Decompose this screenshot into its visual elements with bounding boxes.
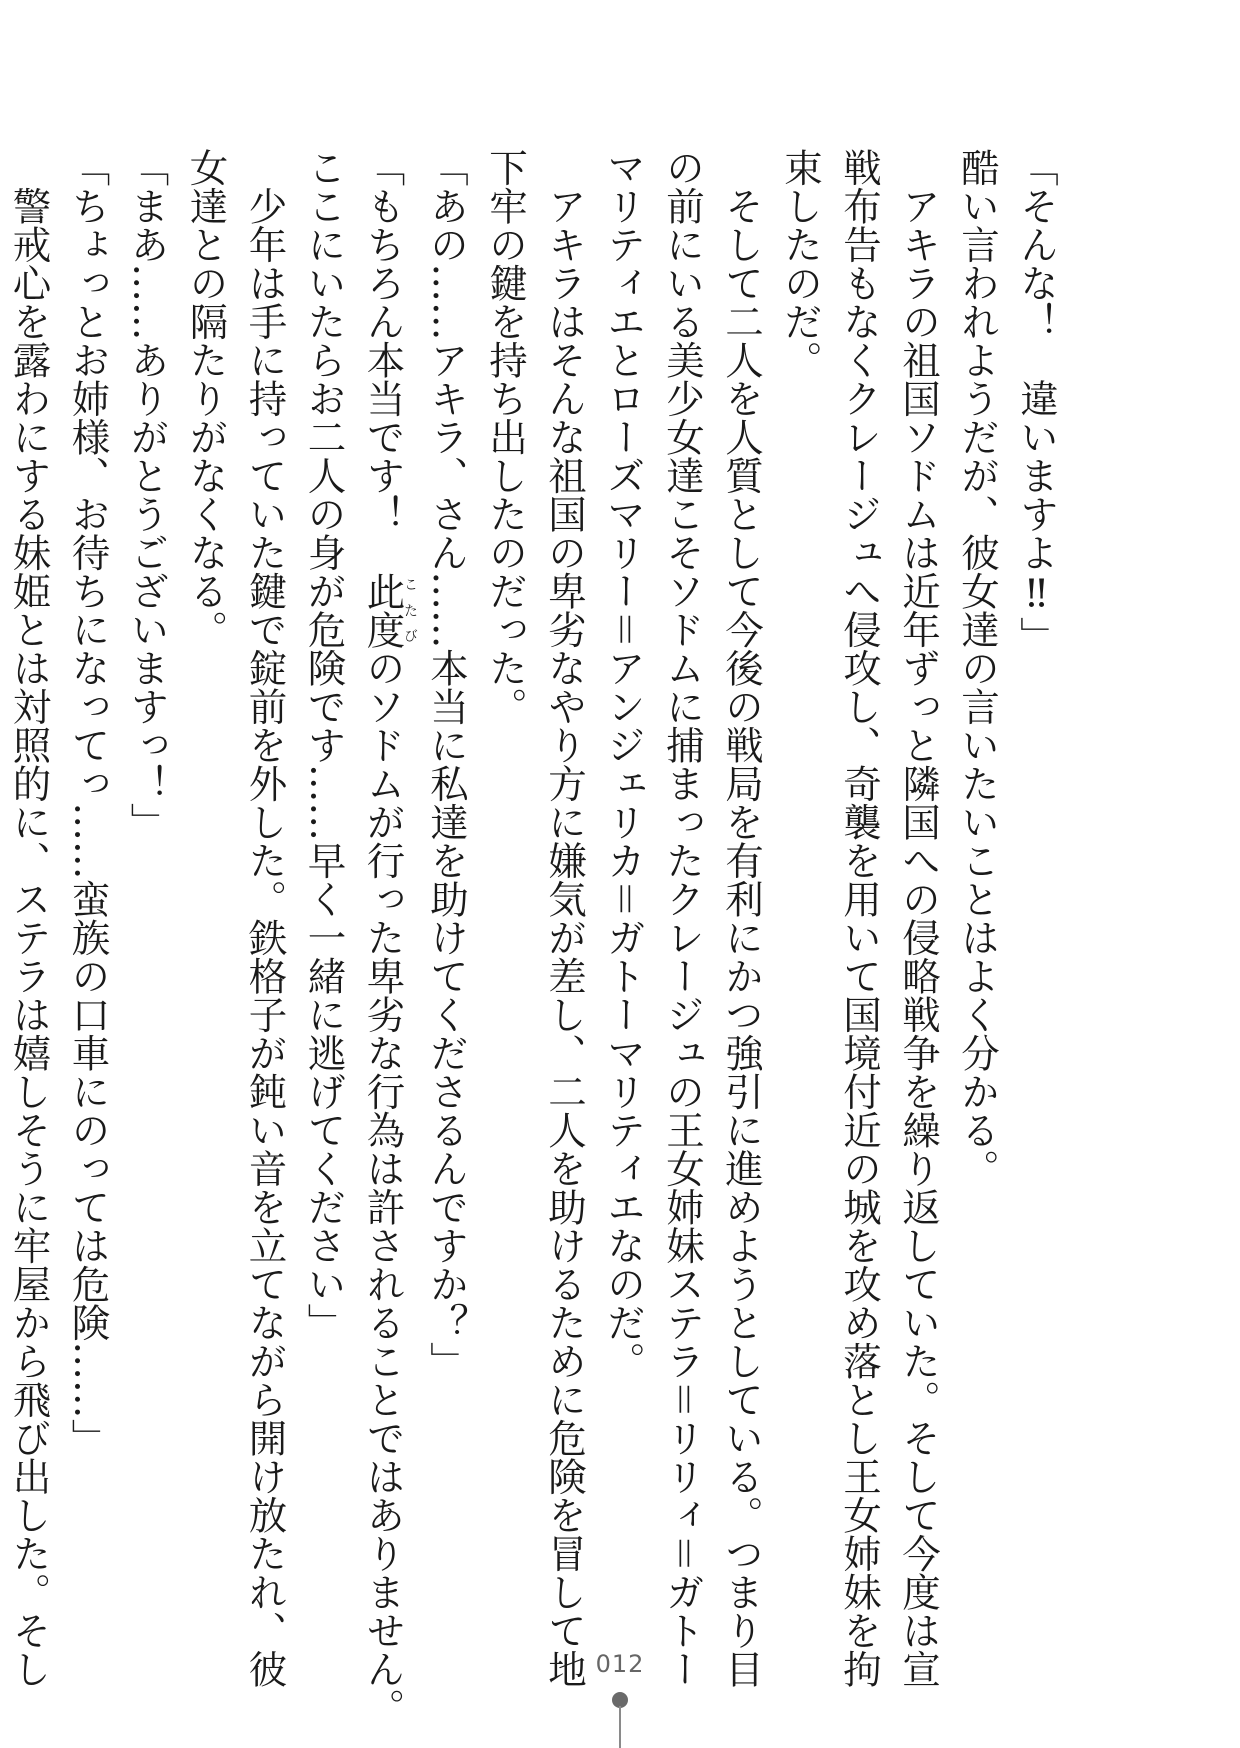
text-line-11: 「あの……アキラ、さん……本当に私達を助けてくださるんですか？」 [424,148,469,1380]
text-line-7: の前にいる美少女達こそソドムに捕まったクレージュの王女姉妹ステラ＝リリィ＝ガトー [660,148,705,1689]
text-line-17: 「ちょっとお姉様、お待ちになってっ……蛮族の口車にのっては危険……」 [65,148,111,1457]
text-line-8: マリティエとローズマリー＝アンジェリカ＝ガトーマリティエなのだ。 [601,148,646,1381]
text-line-12-end: のソドムが行った卑劣な行為は許されることではありません。 [360,648,406,1727]
page-ornament-icon [609,1692,631,1748]
text-line-12-start: 「もちろん本当です！ [360,148,406,572]
text-line-1: 「そんな！ 違いますよ‼」 [1014,148,1059,655]
text-line-15: 女達との隔たりがなくなる。 [183,148,229,649]
page-number: 012 [595,1650,645,1678]
text-line-4: 戦布告もなくクレージュへ侵攻し、奇襲を用いて国境付近の城を攻め落とし王女姉妹を拘 [837,148,882,1688]
ruby-base: 此度 [360,571,406,649]
text-line-13: ここにいたらお二人の身が危険です……早く一緒に逃げてください」 [301,148,347,1342]
text-line-12 [354,148,418,1727]
text-line-2: 酷い言われようだが、彼女達の言いたいことはよく分かる。 [955,148,1000,1188]
text-line-14: 少年は手に持っていた鍵で錠前を外した。鉄格子が鈍い音を立てながら開け放たれ、彼 [242,148,288,1688]
ornament-stem [619,1706,621,1748]
text-line-16: 「まあ……ありがとうございますっ！」 [124,148,170,841]
text-line-9: アキラはそんな祖国の卑劣なやり方に嫌気が差し、二人を助けるために危険を冒して地 [542,148,587,1688]
text-line-18: 警戒心を露わにする妹姫とは対照的に、ステラは嬉しそうに牢屋から飛び出した。そし [6,148,52,1688]
text-line-5: 束したのだ。 [778,148,823,379]
ruby-word [360,571,418,649]
text-line-3: アキラの祖国ソドムは近年ずっと隣国への侵略戦争を繰り返していた。そして今度は宣 [896,148,941,1688]
ruby-reading: こたび [402,571,418,649]
text-line-10: 下牢の鍵を持ち出したのだった。 [483,148,528,726]
text-line-6: そして二人を人質として今後の戦局を有利にかつ強引に進めようとしている。つまり目 [719,148,764,1688]
